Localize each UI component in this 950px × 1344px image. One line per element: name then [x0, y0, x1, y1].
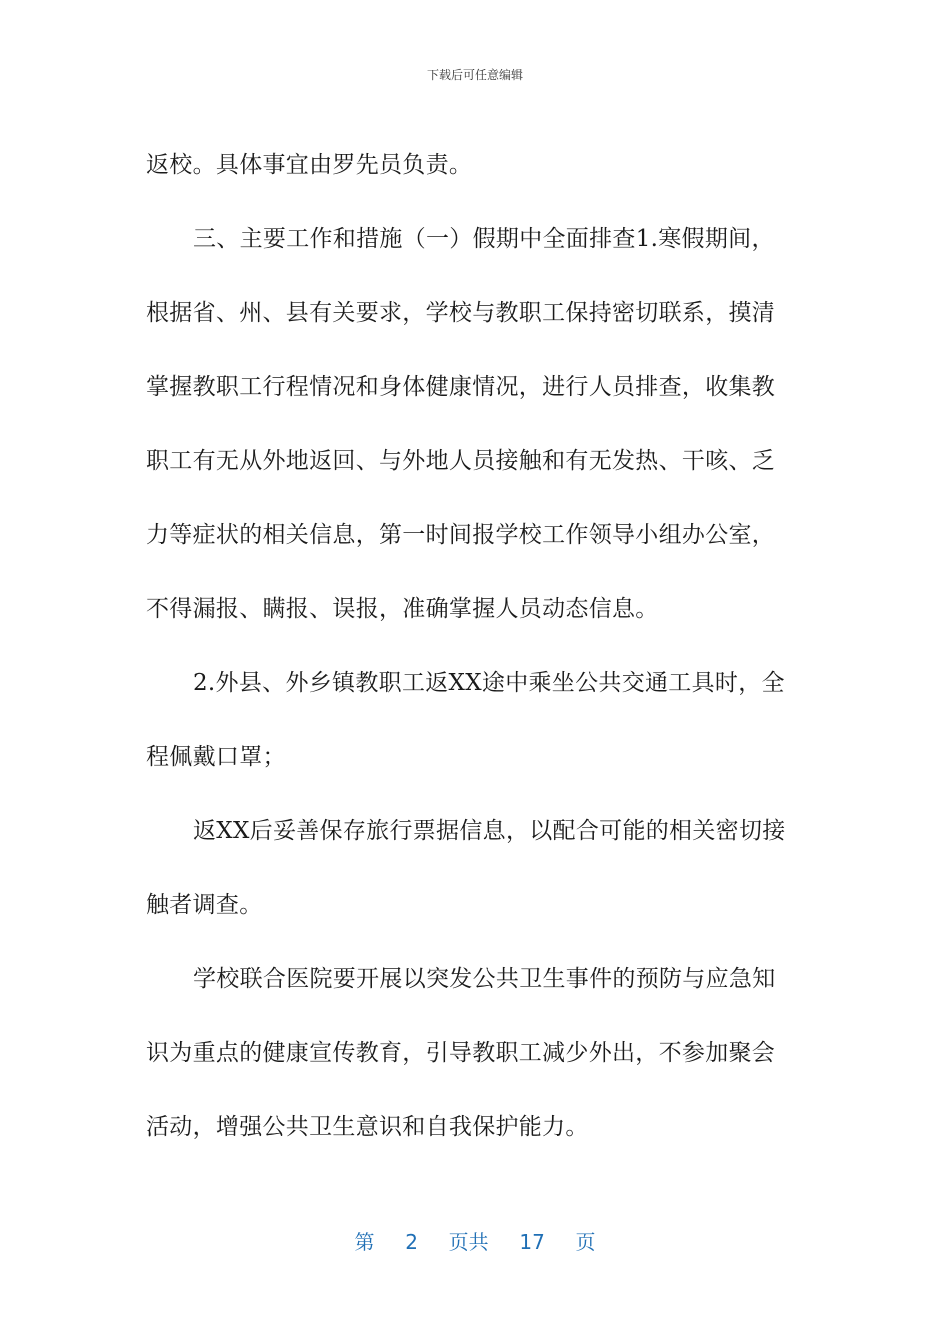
body-line: 活动，增强公共卫生意识和自我保护能力。: [146, 1114, 589, 1140]
page-number-footer: [0, 1226, 950, 1255]
total-pages: 17: [519, 1230, 545, 1254]
body-line: 不得漏报、瞒报、误报，准确掌握人员动态信息。: [146, 596, 659, 622]
body-line: 职工有无从外地返回、与外地人员接触和有无发热、干咳、乏: [146, 448, 776, 474]
body-line: 返XX后妥善保存旅行票据信息，以配合可能的相关密切接: [193, 818, 786, 844]
current-page: 2: [405, 1230, 418, 1254]
header-note: 下载后可任意编辑: [426, 68, 523, 82]
body-line: 程佩戴口罩；: [146, 744, 286, 770]
body-line: 三、主要工作和措施（一）假期中全面排查1.寒假期间，: [193, 226, 775, 252]
page-prefix: 第: [354, 1230, 375, 1254]
page-suffix: 页: [575, 1230, 596, 1254]
body-line: 2.外县、外乡镇教职工返XX途中乘坐公共交通工具时，全: [193, 670, 785, 696]
body-line: 返校。具体事宜由罗先员负责。: [146, 152, 473, 178]
document-body: [146, 128, 801, 1164]
body-line: 根据省、州、县有关要求，学校与教职工保持密切联系，摸清: [146, 300, 776, 326]
body-line: 掌握教职工行程情况和身体健康情况，进行人员排查，收集教: [146, 374, 776, 400]
body-line: 识为重点的健康宣传教育，引导教职工减少外出，不参加聚会: [146, 1040, 776, 1066]
body-line: 触者调查。: [146, 892, 263, 918]
body-line: 学校联合医院要开展以突发公共卫生事件的预防与应急知: [193, 966, 776, 992]
body-line: 力等症状的相关信息，第一时间报学校工作领导小组办公室，: [146, 522, 776, 548]
page-middle: 页共: [448, 1230, 489, 1254]
